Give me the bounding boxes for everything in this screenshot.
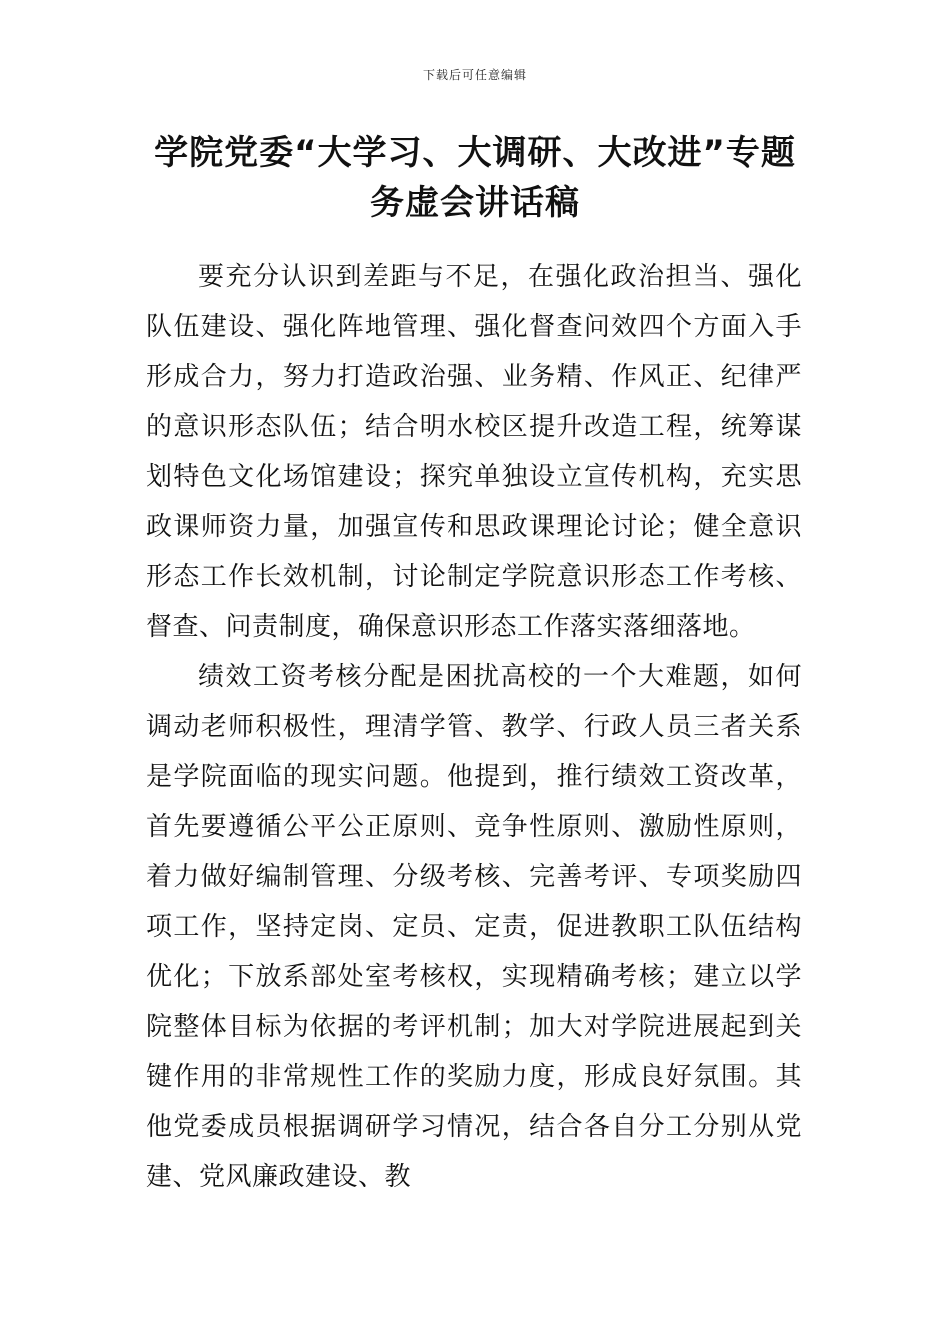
header-note: 下载后可任意编辑 [422,68,527,82]
document-title: 学院党委“大学习、大调研、大改进”专题务虚会讲话稿 [154,133,796,223]
document-body [146,252,802,1202]
paragraph: 绩效工资考核分配是困扰高校的一个大难题，如何调动老师积极性，理清学管、教学、行政人员三者关系是学院面临的现实问题。他提到，推行绩效工资改革，首先要遵循公平公正原则、竞争性原则、激励性原则，着力做好编制管理、分级考核、完善考评、专项奖励四项工作，坚持定岗、定员、定责，促进教职工队伍结构优化；下放系部处室考核权，实现精确考核；建立以学院整体目标为依据的考评机制；加大对学院进展起到关键作用的非常规性工作的奖励力度，形成良好氛围。其他党委成员根据调研学习情况，结合各自分工分别从党建、党风廉政建设、教 [146,662,802,1192]
paragraph: 要充分认识到差距与不足，在强化政治担当、强化队伍建设、强化阵地管理、强化督查问效四个方面入手形成合力，努力打造政治强、业务精、作风正、纪律严的意识形态队伍；结合明水校区提升改造工程，统筹谋划特色文化场馆建设；探究单独设立宣传机构，充实思政课师资力量，加强宣传和思政课理论讨论；健全意识形态工作长效机制，讨论制定学院意识形态工作考核、督查、问责制度，确保意识形态工作落实落细落地。 [146,262,802,642]
